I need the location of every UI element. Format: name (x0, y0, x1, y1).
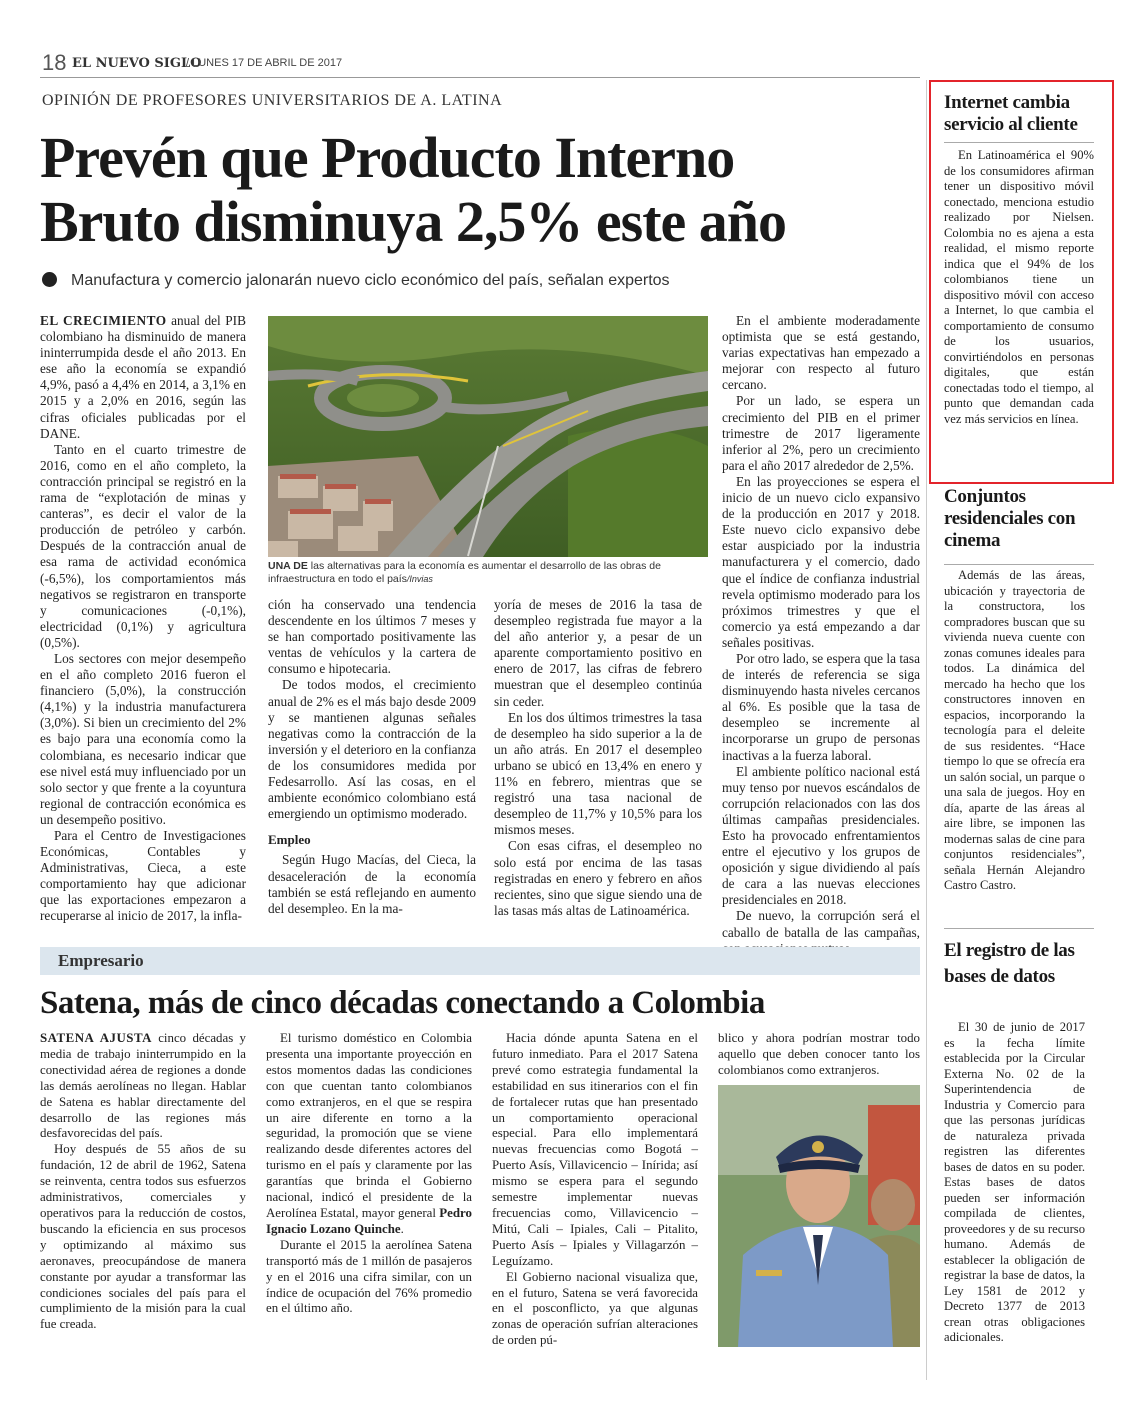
sidebar-box2-title: Conjuntos residenciales con cinema (944, 486, 1076, 551)
paragraph: Los sectores con mejor desempeño en el año completo 2016 fueron el financiero (5,0%), la construcción (4,1%) y la industria manufacturera (3,0%). Si bien un crecimiento del 2% es bajo para una economía como la colombiana, es necesario indicar que ese nivel está muy influenciado por un solo sector y que frente a la coyuntura regional de contracción económica es un desempeño positivo. (40, 650, 246, 827)
paragraph: Durante el 2015 la aerolínea Satena transportó más de 1 millón de pasajeros y en el 2016 una cifra similar, con un índice de ocupación del 76% promedio en el último año. (266, 1237, 472, 1316)
article-subhead (42, 272, 670, 290)
bullet-icon (42, 272, 57, 287)
sidebar-box1-title: Internet cambia servicio al cliente (944, 92, 1078, 135)
newspaper-name: EL NUEVO SIGLO (72, 56, 202, 71)
highway-interchange-photo (268, 316, 708, 557)
highway-photo-illustration (268, 316, 708, 557)
pilot-photo-illustration (718, 1085, 920, 1347)
paragraph: Hacia dónde apunta Satena en el futuro inmediato. Para el 2017 Satena prevé como estrategia fundamental la estabilidad en sus itinerarios con el fin de fortalecer rutas que han presentado un comportamiento operacional especial. Para ello implementará nuevas frecuencias como Bogotá – Puerto Asís, Villavicencio – Inírida; así mismo se espera para el segundo semestre implementar nuevas frecuencias como, Villavicencio – Mitú, Cali – Ipiales, Cali – Pitalito, Puerto Asís – Ipiales y Villagarzón – Leguízamo. (492, 1031, 698, 1268)
sidebar-box2-text (944, 568, 1085, 894)
paragraph: Por otro lado, se espera que la tasa de interés de referencia se siga disminuyendo hasta niveles cercanos al 6%. Es posible que la tasa de desempleo se incremente al incorporarse un grupo de personas inactivas a la fuerza laboral. (722, 650, 920, 763)
subhead-text: Manufactura y comercio jalonarán nuevo ciclo económico del país, señalan expertos (71, 272, 670, 289)
sidebar-rule (944, 142, 1094, 143)
article-kicker: OPINIÓN DE PROFESORES UNIVERSITARIOS DE A. LATINA (42, 92, 503, 109)
section-label: Empresario (58, 951, 144, 970)
article1-column-2 (268, 597, 476, 917)
paragraph: Tanto en el cuarto trimestre de 2016, como en el año completo, la contracción principal se registró en la rama de “explotación de minas y canteras”, es decir el valor de la producción de petróleo y carbón. Después de la contracción anual de esa rama de actividad económica (-6,5%), los comportamientos más negativos se registraron en transporte y comunicaciones (-0,1%), electricidad (0,1%) y agricultura (0,5%). (40, 441, 246, 650)
lead-words: EL CRECIMIENTO (40, 313, 167, 328)
header-rule (40, 77, 920, 78)
paragraph: Además de las áreas, ubicación y trayectoria de la constructora, los compradores buscan que su vivienda nueva cuente con zonas comunes ideales para todos. La dinámica del mercado ha hecho que los constructores innoven en espacios, incorporando la tecnología para el deleite de sus residentes. “Hace tiempo lo que se ofrecía era un salón social, un parque o una sala de juegos. Hoy en día, aparte de las áreas al aire libre, se imponen las modernas salas de cine para conjuntos residenciales”, señala Hernán Alejandro Castro Castro. (944, 568, 1085, 892)
article-headline (40, 126, 920, 254)
article2-column-3 (492, 1031, 698, 1349)
article2-headline: Satena, más de cinco décadas conectando a Colombia (40, 985, 765, 1021)
article2-column-4 (718, 1031, 920, 1079)
page-number: 18 (42, 50, 67, 75)
section-bar (40, 947, 920, 975)
article1-column-3 (494, 597, 702, 919)
paragraph: En las proyecciones se espera el inicio de un nuevo ciclo expansivo de la producción en 2017 y 2018. Este nuevo ciclo expansivo debe estar auspiciado por la industria manufacturera y el comercio, dado que el índice de confianza industrial revela optimismo moderado para los próximos trimestres y que el comercio ya está empezando a dar señales positivas. (722, 473, 920, 650)
article2-column-1 (40, 1031, 246, 1333)
paragraph: ción ha conservado una tendencia descendente en los últimos 7 meses y se han comportado positivamente las ventas de vehículos y la cartera de consumo e hipotecaria. (268, 597, 476, 677)
issue-date: / LUNES 17 DE ABRIL DE 2017 (186, 57, 343, 69)
paragraph: blico y ahora podrían mostrar todo aquello que deben conocer tanto los colombianos como extranjeros. (718, 1031, 920, 1077)
paragraph-text: . (400, 1221, 404, 1236)
paragraph: Hoy después de 55 años de su fundación, 12 de abril de 1962, Satena se reinventa, centra todos sus esfuerzos administrativos, comerciales y operativos para la reducción de costos, buscando la eficiencia en sus procesos y optimizando al máximo sus aeronaves, preocupándose de manera constante por ayudar a transformar las condiciones sociales del país para el cumplimiento de la misión para la cual fue creada. (40, 1142, 246, 1332)
section-subhead: Empleo (268, 832, 311, 848)
paragraph: El ambiente político nacional está muy tenso por nuevos escándalos de corrupción relacionados con las dos últimas campañas presidenciales. Esto ha provocado enfrentamientos entre el ejecutivo y los grupos de oposición y sigue dividiendo al país de cara a las nuevas elecciones presidenciales en 2018. (722, 763, 920, 908)
pilot-photo (718, 1085, 920, 1347)
paragraph-text: El turismo doméstico en Colombia presenta una importante proyección en estos momentos dadas las condiciones con que cuentan tanto colombianos como extranjeros, en el que se respira un aire diferente en torno a la seguridad, la promoción que se viene realizando desde diferentes actores del turismo en el país y claramente por las garantías que brinda el Gobierno nacional, indicó el presidente de la Aerolínea Estatal, mayor general (266, 1031, 472, 1220)
sidebar-box3-text (944, 1020, 1085, 1346)
article1-column-1 (40, 313, 246, 925)
sidebar-rule (944, 564, 1094, 565)
article1-column-4 (722, 313, 920, 957)
paragraph: Según Hugo Macías, del Cieca, la desaceleración de la economía también se está reflejando en aumento del desempleo. En la ma- (268, 852, 476, 916)
photo-caption (268, 560, 708, 586)
paragraph-text: cinco décadas y media de trabajo ininterrumpido en la conectividad aérea de regiones a donde las demás aerolíneas no llegan. Hablar de Satena es hablar directamente del desarrollo de las regiones más desfavorecidas del país. (40, 1031, 246, 1141)
paragraph: El 30 de junio de 2017 es la fecha límite establecida por la Circular Externa No. 02 de la Superintendencia de Industria y Comercio para que las personas jurídicas de naturaleza privada registren las diferentes bases de datos en su poder. Estas bases de datos pueden ser información compilada de clientes, proveedores y de su recurso humano. Además de establecer la obligación de registrar la base de datos, la Ley 1581 de 2012 y Decreto 1377 de 2013 crean otras obligaciones adicionales. (944, 1020, 1085, 1344)
sidebar-box1-text (944, 148, 1094, 427)
paragraph (40, 1031, 246, 1142)
paragraph (40, 313, 246, 442)
paragraph: yoría de meses de 2016 la tasa de desempleo registrada fue mayor a la del año anterior y, a pesar de un aparente comportamiento positivo en enero de 2017, las cifras de febrero muestran que el desempleo continúa sin ceder. (494, 597, 702, 709)
paragraph: En el ambiente moderadamente optimista que se está gestando, varias expectativas han empezado a mejorar con respecto al futuro cercano. (722, 313, 920, 393)
person-name: Pedro Ignacio Lozano Quinche (266, 1205, 472, 1236)
paragraph: En Latinoamérica el 90% de los consumidores afirman tener un dispositivo móvil conectado, menciona estudio realizado por Nielsen. Colombia no es ajena a esta realidad, el mismo reporte indica que el 94% de los colombianos tiene un dispositivo móvil con acceso a Internet, lo que cambia el comportamiento de consumo de los usuarios, convirtiéndolos en personas digitales, que están conectadas todo el tiempo, al punto que demandan cada vez más servicios en línea. (944, 148, 1094, 426)
paragraph: De nuevo, la corrupción será el caballo de batalla de las campañas, (722, 908, 920, 940)
article2-column-2 (266, 1031, 472, 1317)
paragraph: El Gobierno nacional visualiza que, en el futuro, Satena se verá favorecida en el posconflicto, ya que algunas zonas de operación sufrían alteraciones de orden pú- (492, 1269, 698, 1348)
paragraph: De todos modos, el crecimiento anual de 2% es el más bajo desde 2009 y se mantienen algunas señales negativas como la contracción de la inversión y el deterioro en la confianza de los consumidores medida por Fedesarrollo. Así las cosas, en el ambiente económico colombiano está emergiendo un optimismo moderado. (268, 677, 476, 822)
paragraph (266, 1031, 472, 1238)
sidebar-box3-title: El registro de las bases de datos (944, 940, 1075, 987)
caption-text: las alternativas para la economía es aumentar el desarrollo de las obras de infraestructura en todo el país (268, 560, 661, 585)
sidebar-divider (926, 80, 927, 1380)
sidebar-rule (944, 928, 1094, 929)
headline-line-2: Bruto disminuya 2,5% este año (40, 189, 787, 254)
paragraph: Por un lado, se espera un crecimiento del PIB en el primer trimestre de 2017 ligeramente inferior al 2%, pero un crecimiento para el año 2017 alrededor de 2,5%. (722, 393, 920, 473)
paragraph-text: anual del PIB colombiano ha disminuido de manera ininterrumpida desde el año 2013. En ese año la economía se expandió 4,9%, pasó a 4,4% en 2014, a 3,1% en 2015 y a 2,0% en 2016, según las cifras oficiales publicadas por el DANE. (40, 313, 246, 441)
caption-lead: UNA DE (268, 560, 308, 572)
paragraph: Con esas cifras, el desempleo no solo está por encima de las tasas registradas en enero y febrero en años recientes, sino que sigue siendo una de las tasas más altas de Latinoamérica. (494, 838, 702, 918)
photo-credit: /Invias (406, 574, 433, 584)
lead-words: SATENA AJUSTA (40, 1031, 152, 1045)
paragraph: Para el Centro de Investigaciones Económicas, Contables y Administrativas, Cieca, a este comportamiento hay que adicionar que las exportaciones empezaron a recuperarse al inicio de 2017, la infla- (40, 828, 246, 924)
paragraph: En los dos últimos trimestres la tasa de desempleo ha sido superior a la de un año atrás. En 2017 el desempleo urbano se ubicó en 13,4% en enero y 11% en febrero, mientras que se registró una tasa nacional de desempleo de 11,7% y 10,5% para los mismos meses. (494, 709, 702, 838)
headline-line-1: Prevén que Producto Interno (40, 125, 735, 190)
